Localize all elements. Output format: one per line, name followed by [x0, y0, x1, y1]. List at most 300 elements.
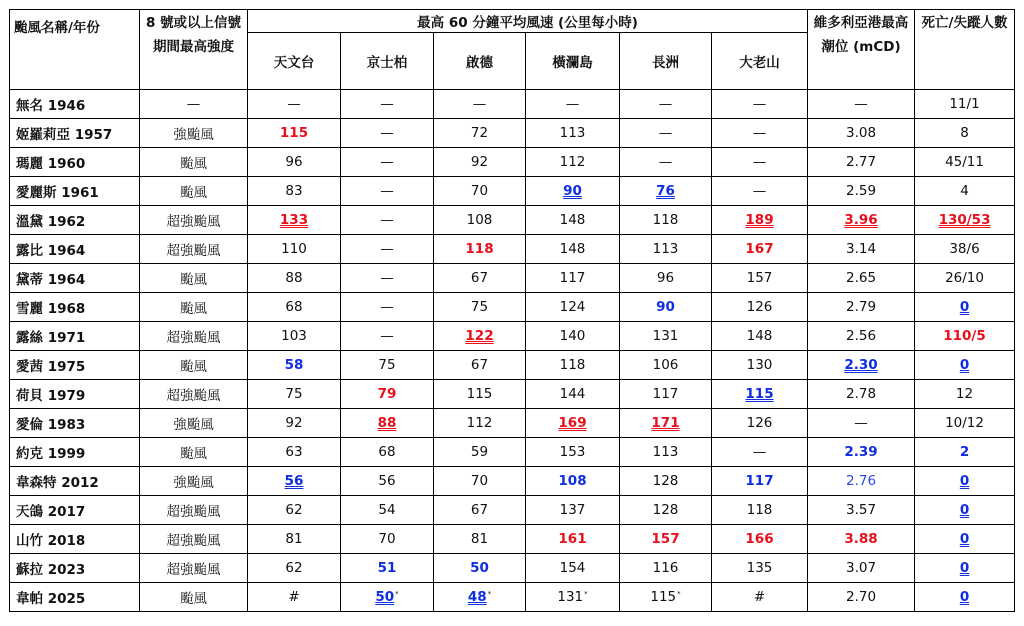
cell-value: 130 — [746, 357, 773, 373]
cell-value: 颱風 — [180, 591, 207, 607]
cell-value: — — [186, 96, 201, 112]
cell-value: — — [380, 125, 394, 141]
table-row — [10, 380, 1015, 409]
typhoon-name-cell — [10, 293, 140, 322]
tide-level-cell — [808, 438, 915, 467]
cell-value: 58 — [284, 357, 304, 373]
casualty-cell — [915, 90, 1015, 119]
kai-tak-wind-cell — [434, 119, 526, 148]
table-row — [10, 438, 1015, 467]
tate-cairn-wind-cell — [712, 525, 808, 554]
tate-cairn-wind-cell — [712, 148, 808, 177]
cell-value: 超強颱風 — [166, 214, 221, 230]
cell-value: 59 — [470, 444, 489, 460]
cell-value: 黛蒂 1964 — [16, 272, 86, 288]
cell-value: 113 — [652, 241, 679, 257]
cell-value: 189 — [745, 212, 774, 228]
cell-value: — — [752, 183, 767, 199]
cell-value: 超強颱風 — [166, 504, 221, 520]
footnote-marker: * — [677, 589, 681, 598]
casualty-cell — [915, 409, 1015, 438]
tate-cairn-wind-cell — [712, 177, 808, 206]
kai-tak-wind-cell — [434, 438, 526, 467]
typhoon-name-cell — [10, 264, 140, 293]
cell-value: 68 — [285, 299, 303, 315]
cell-value: 154 — [559, 560, 586, 576]
table-row — [10, 496, 1015, 525]
cheung-chau-wind-cell — [620, 380, 712, 409]
waglan-wind-cell — [526, 148, 620, 177]
cell-value: — — [380, 183, 394, 199]
cell-value: 62 — [285, 560, 303, 576]
cheung-chau-wind-cell — [620, 583, 712, 612]
cell-value: 118 — [746, 502, 773, 518]
kai-tak-wind-cell — [434, 90, 526, 119]
cell-value: 3.14 — [845, 241, 877, 257]
cell-value: 3.08 — [845, 125, 877, 141]
cheung-chau-wind-cell — [620, 496, 712, 525]
observatory-wind-cell — [248, 293, 341, 322]
cell-value: 2.76 — [845, 473, 877, 489]
kai-tak-wind-cell — [434, 264, 526, 293]
casualty-cell — [915, 322, 1015, 351]
cell-value: 45/11 — [945, 154, 984, 170]
cell-value: 62 — [285, 502, 303, 518]
station-header: 啟德 — [434, 33, 526, 90]
cell-value: 161 — [558, 531, 587, 547]
waglan-wind-cell — [526, 206, 620, 235]
intensity-cell — [140, 322, 248, 351]
observatory-wind-cell — [248, 206, 341, 235]
tide-level-cell — [808, 293, 915, 322]
waglan-wind-cell — [526, 322, 620, 351]
waglan-wind-cell — [526, 90, 620, 119]
cell-value: — — [658, 125, 673, 141]
tate-cairn-wind-cell — [712, 119, 808, 148]
cell-value: 167 — [745, 241, 774, 257]
tate-cairn-wind-cell — [712, 467, 808, 496]
cell-value: 26/10 — [945, 270, 984, 286]
intensity-cell — [140, 438, 248, 467]
casualty-cell — [915, 467, 1015, 496]
cell-value: 83 — [285, 183, 303, 199]
cell-value: — — [752, 96, 767, 112]
cell-value: 130/53 — [938, 212, 991, 228]
cell-value: 115 — [745, 386, 774, 402]
cell-value: 112 — [559, 154, 586, 170]
cell-value: 70 — [378, 531, 396, 547]
cell-value: 颱風 — [180, 359, 207, 375]
cell-value: 56 — [378, 473, 396, 489]
casualty-cell — [915, 496, 1015, 525]
cell-value: 0 — [959, 531, 970, 547]
cell-value: 67 — [470, 502, 489, 518]
cell-value: 4 — [960, 183, 969, 199]
cell-value: 3.88 — [844, 531, 878, 547]
table-row — [10, 206, 1015, 235]
cell-value: 0 — [959, 502, 970, 518]
cell-value: 56 — [284, 473, 304, 489]
cell-value: 70 — [470, 473, 489, 489]
cell-value: 166 — [745, 531, 774, 547]
cell-value: 131 — [557, 589, 584, 605]
cell-value: 113 — [559, 125, 586, 141]
cell-value: 姬羅莉亞 1957 — [16, 127, 113, 143]
observatory-wind-cell — [248, 177, 341, 206]
casualty-cell — [915, 380, 1015, 409]
cell-value: 12 — [955, 386, 974, 402]
intensity-cell — [140, 235, 248, 264]
cell-value: 韋帕 2025 — [16, 591, 86, 607]
table-body — [10, 90, 1015, 612]
cell-value: 超強颱風 — [166, 388, 221, 404]
kings-park-wind-cell — [341, 206, 434, 235]
cell-value: 超強颱風 — [166, 330, 221, 346]
typhoon-name-cell — [10, 583, 140, 612]
cell-value: 8 — [960, 125, 969, 141]
station-header: 長洲 — [620, 33, 712, 90]
cell-value: — — [380, 270, 394, 286]
cell-value: 115 — [650, 589, 677, 605]
kings-park-wind-cell — [341, 525, 434, 554]
observatory-wind-cell — [248, 380, 341, 409]
cell-value: 128 — [652, 502, 679, 518]
cell-value: — — [565, 96, 580, 112]
table-row — [10, 177, 1015, 206]
tate-cairn-wind-cell — [712, 554, 808, 583]
cell-value: 115 — [466, 386, 493, 402]
cell-value: 露比 1964 — [16, 243, 86, 259]
cheung-chau-wind-cell — [620, 206, 712, 235]
cell-value: 愛倫 1983 — [16, 417, 86, 433]
typhoon-name-cell — [10, 206, 140, 235]
cell-value: 113 — [652, 444, 679, 460]
cell-value: 126 — [746, 415, 773, 431]
cell-value: 117 — [745, 473, 774, 489]
waglan-wind-cell — [526, 438, 620, 467]
typhoon-name-cell — [10, 409, 140, 438]
cheung-chau-wind-cell — [620, 351, 712, 380]
typhoon-name-cell — [10, 119, 140, 148]
cell-value: — — [287, 96, 301, 112]
cell-value: 128 — [652, 473, 679, 489]
cell-value: 88 — [377, 415, 397, 431]
cheung-chau-wind-cell — [620, 235, 712, 264]
cell-value: 0 — [959, 357, 970, 373]
casualty-cell — [915, 583, 1015, 612]
intensity-cell — [140, 351, 248, 380]
kings-park-wind-cell — [341, 554, 434, 583]
tide-level-cell — [808, 525, 915, 554]
cell-value: 11/1 — [949, 96, 980, 112]
tide-level-cell — [808, 409, 915, 438]
intensity-cell — [140, 409, 248, 438]
cell-value: 0 — [959, 473, 970, 489]
observatory-wind-cell — [248, 235, 341, 264]
cell-value: 颱風 — [180, 272, 207, 288]
cheung-chau-wind-cell — [620, 148, 712, 177]
cell-value: 124 — [559, 299, 586, 315]
cell-value: 67 — [470, 357, 489, 373]
tide-header: 維多利亞港最高潮位 (mCD) — [808, 10, 915, 90]
cell-value: 122 — [465, 328, 494, 344]
cell-value: 54 — [378, 502, 396, 518]
tide-level-cell — [808, 235, 915, 264]
footnote-marker: * — [487, 589, 492, 598]
kai-tak-wind-cell — [434, 293, 526, 322]
cell-value: 強颱風 — [173, 127, 214, 143]
typhoon-name-cell — [10, 525, 140, 554]
observatory-wind-cell — [248, 148, 341, 177]
cell-value: 108 — [466, 212, 493, 228]
cheung-chau-wind-cell — [620, 177, 712, 206]
intensity-cell — [140, 525, 248, 554]
cell-value: 颱風 — [180, 446, 207, 462]
kai-tak-wind-cell — [434, 525, 526, 554]
cell-value: 92 — [470, 154, 489, 170]
cell-value: 103 — [281, 328, 307, 344]
cell-value: 135 — [746, 560, 773, 576]
casualty-cell — [915, 351, 1015, 380]
cell-value: 蘇拉 2023 — [16, 562, 86, 578]
cell-value: 瑪麗 1960 — [16, 156, 86, 172]
cell-value: 106 — [652, 357, 679, 373]
cell-value: — — [380, 241, 394, 257]
kings-park-wind-cell — [341, 322, 434, 351]
table-row — [10, 322, 1015, 351]
waglan-wind-cell — [526, 409, 620, 438]
kai-tak-wind-cell — [434, 235, 526, 264]
station-header: 大老山 — [712, 33, 808, 90]
table-row — [10, 235, 1015, 264]
cell-value: 76 — [656, 183, 675, 199]
casualty-cell — [915, 119, 1015, 148]
kai-tak-wind-cell — [434, 554, 526, 583]
observatory-wind-cell — [248, 467, 341, 496]
observatory-wind-cell — [248, 583, 341, 612]
tide-level-cell — [808, 496, 915, 525]
cell-value: 140 — [559, 328, 586, 344]
station-header: 天文台 — [248, 33, 341, 90]
cell-value: 169 — [558, 415, 587, 431]
cell-value: — — [658, 96, 673, 112]
cell-value: 72 — [470, 125, 489, 141]
intensity-cell — [140, 583, 248, 612]
kai-tak-wind-cell — [434, 322, 526, 351]
observatory-wind-cell — [248, 438, 341, 467]
table-row — [10, 351, 1015, 380]
intensity-cell — [140, 264, 248, 293]
typhoon-table — [9, 9, 1015, 612]
cheung-chau-wind-cell — [620, 90, 712, 119]
cell-value: 超強颱風 — [166, 562, 221, 578]
cell-value: 3.96 — [844, 212, 878, 228]
cell-value: — — [658, 154, 673, 170]
cell-value: 63 — [285, 444, 303, 460]
casualty-header: 死亡/失蹤人數 — [915, 10, 1015, 90]
cell-value: 2.39 — [844, 444, 878, 460]
typhoon-name-cell — [10, 554, 140, 583]
observatory-wind-cell — [248, 409, 341, 438]
cell-value: 超強颱風 — [166, 533, 221, 549]
intensity-cell — [140, 293, 248, 322]
intensity-cell — [140, 496, 248, 525]
cell-value: 117 — [559, 270, 586, 286]
table-row — [10, 583, 1015, 612]
cell-value: 90 — [656, 299, 675, 315]
tate-cairn-wind-cell — [712, 90, 808, 119]
cell-value: 天鴿 2017 — [16, 504, 86, 520]
cell-value: # — [753, 589, 766, 605]
cell-value: — — [380, 299, 394, 315]
cell-value: 10/12 — [945, 415, 984, 431]
kings-park-wind-cell — [341, 235, 434, 264]
observatory-wind-cell — [248, 554, 341, 583]
cell-value: 118 — [465, 241, 494, 257]
kai-tak-wind-cell — [434, 583, 526, 612]
tide-level-cell — [808, 119, 915, 148]
waglan-wind-cell — [526, 496, 620, 525]
observatory-wind-cell — [248, 264, 341, 293]
typhoon-name-cell — [10, 380, 140, 409]
kings-park-wind-cell — [341, 119, 434, 148]
kings-park-wind-cell — [341, 380, 434, 409]
cell-value: 110/5 — [943, 328, 986, 344]
cheung-chau-wind-cell — [620, 554, 712, 583]
kings-park-wind-cell — [341, 496, 434, 525]
cell-value: 0 — [959, 560, 970, 576]
kings-park-wind-cell — [341, 177, 434, 206]
cell-value: 115 — [279, 125, 309, 141]
cell-value: 愛茜 1975 — [16, 359, 86, 375]
signal-intensity-header: 8 號或以上信號期間最高強度 — [140, 10, 248, 90]
cell-value: 117 — [652, 386, 679, 402]
waglan-wind-cell — [526, 554, 620, 583]
waglan-wind-cell — [526, 351, 620, 380]
cell-value: 92 — [285, 415, 303, 431]
waglan-wind-cell — [526, 119, 620, 148]
intensity-cell — [140, 148, 248, 177]
cell-value: 67 — [470, 270, 489, 286]
cell-value: 131 — [652, 328, 679, 344]
typhoon-name-cell — [10, 148, 140, 177]
cell-value: 強颱風 — [173, 475, 214, 491]
cell-value: 51 — [377, 560, 397, 576]
kai-tak-wind-cell — [434, 409, 526, 438]
station-header: 京士柏 — [341, 33, 434, 90]
tide-level-cell — [808, 554, 915, 583]
cell-value: 50 — [375, 589, 395, 605]
kings-park-wind-cell — [341, 409, 434, 438]
cheung-chau-wind-cell — [620, 119, 712, 148]
tide-level-cell — [808, 148, 915, 177]
cell-value: — — [752, 154, 767, 170]
typhoon-name-cell — [10, 235, 140, 264]
typhoon-table-container — [9, 9, 1015, 612]
intensity-cell — [140, 554, 248, 583]
casualty-cell — [915, 525, 1015, 554]
cell-value: — — [472, 96, 487, 112]
cell-value: 90 — [563, 183, 582, 199]
cell-value: — — [752, 444, 767, 460]
table-row — [10, 264, 1015, 293]
tate-cairn-wind-cell — [712, 206, 808, 235]
cell-value: 68 — [378, 444, 396, 460]
table-row — [10, 90, 1015, 119]
table-row — [10, 467, 1015, 496]
cell-value: 144 — [559, 386, 586, 402]
tate-cairn-wind-cell — [712, 235, 808, 264]
cell-value: 108 — [558, 473, 587, 489]
tide-level-cell — [808, 322, 915, 351]
cell-value: 2.78 — [845, 386, 877, 402]
observatory-wind-cell — [248, 322, 341, 351]
tide-level-cell — [808, 90, 915, 119]
waglan-wind-cell — [526, 380, 620, 409]
typhoon-name-cell — [10, 438, 140, 467]
cell-value: 溫黛 1962 — [16, 214, 86, 230]
cell-value: 2.59 — [845, 183, 877, 199]
table-row — [10, 409, 1015, 438]
name-year-header: 颱風名稱/年份 — [10, 10, 140, 90]
cheung-chau-wind-cell — [620, 322, 712, 351]
typhoon-name-cell — [10, 177, 140, 206]
cell-value: 88 — [285, 270, 303, 286]
tate-cairn-wind-cell — [712, 351, 808, 380]
observatory-wind-cell — [248, 90, 341, 119]
kai-tak-wind-cell — [434, 496, 526, 525]
observatory-wind-cell — [248, 496, 341, 525]
waglan-wind-cell — [526, 177, 620, 206]
cell-value: 153 — [559, 444, 586, 460]
intensity-cell — [140, 206, 248, 235]
cell-value: — — [380, 328, 394, 344]
observatory-wind-cell — [248, 351, 341, 380]
typhoon-name-cell — [10, 322, 140, 351]
cell-value: 75 — [285, 386, 303, 402]
intensity-cell — [140, 380, 248, 409]
cell-value: 116 — [652, 560, 679, 576]
kings-park-wind-cell — [341, 148, 434, 177]
intensity-cell — [140, 90, 248, 119]
observatory-wind-cell — [248, 525, 341, 554]
intensity-cell — [140, 177, 248, 206]
cheung-chau-wind-cell — [620, 525, 712, 554]
kai-tak-wind-cell — [434, 351, 526, 380]
cell-value: — — [380, 96, 394, 112]
cell-value: 38/6 — [949, 241, 980, 257]
cell-value: 0 — [959, 589, 970, 605]
tate-cairn-wind-cell — [712, 380, 808, 409]
casualty-cell — [915, 293, 1015, 322]
typhoon-name-cell — [10, 496, 140, 525]
cell-value: 2.70 — [845, 589, 877, 605]
kings-park-wind-cell — [341, 467, 434, 496]
cell-value: 133 — [279, 212, 309, 228]
cell-value: 2 — [959, 444, 970, 460]
intensity-cell — [140, 467, 248, 496]
cell-value: 無名 1946 — [16, 98, 86, 114]
cell-value: 110 — [281, 241, 307, 257]
waglan-wind-cell — [526, 525, 620, 554]
cell-value: 148 — [559, 241, 586, 257]
casualty-cell — [915, 235, 1015, 264]
station-header: 橫瀾島 — [526, 33, 620, 90]
cell-value: 118 — [559, 357, 586, 373]
kings-park-wind-cell — [341, 438, 434, 467]
footnote-marker: * — [395, 589, 399, 598]
table-row — [10, 293, 1015, 322]
